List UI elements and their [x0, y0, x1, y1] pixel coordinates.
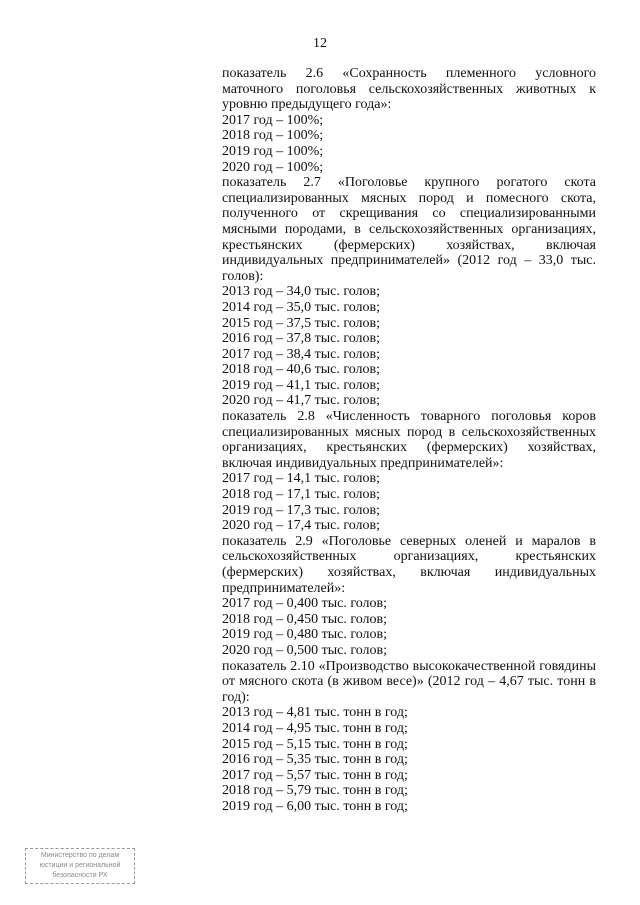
- stamp-line: юстиции и региональной: [39, 862, 121, 869]
- indicator-section: [222, 409, 596, 534]
- indicator-section: [222, 66, 596, 175]
- year-value-line: 2017 год – 5,57 тыс. тонн в год;: [222, 767, 408, 783]
- indicator-text: показатель 2.8 «Численность товарного поголовья коров специализированных мясных пород в сельскохозяйственных организациях, крестьянских (фермерских) хозяйствах, включая индивидуальных предпринимателей»:: [222, 409, 596, 471]
- year-value-line: 2019 год – 41,1 тыс. голов;: [222, 377, 381, 393]
- year-value-line: 2018 год – 5,79 тыс. тонн в год;: [222, 783, 408, 799]
- year-value-line: 2019 год – 17,3 тыс. голов;: [222, 502, 381, 518]
- year-value-line: 2019 год – 6,00 тыс. тонн в год;: [222, 798, 408, 814]
- year-value-line: 2014 год – 4,95 тыс. тонн в год;: [222, 720, 408, 736]
- year-value-line: 2014 год – 35,0 тыс. голов;: [222, 299, 381, 315]
- year-value-line: 2013 год – 4,81 тыс. тонн в год;: [222, 705, 408, 721]
- year-value-line: 2015 год – 5,15 тыс. тонн в год;: [222, 736, 408, 752]
- year-value-line: 2020 год – 0,500 тыс. голов;: [222, 642, 388, 658]
- year-value-line: 2017 год – 0,400 тыс. голов;: [222, 596, 388, 612]
- year-value-line: 2018 год – 40,6 тыс. голов;: [222, 362, 381, 378]
- indicator-section: [222, 534, 596, 659]
- stamp-line: Министерство по делам: [40, 852, 120, 859]
- year-value-line: 2017 год – 38,4 тыс. голов;: [222, 346, 381, 362]
- year-value-line: 2016 год – 5,35 тыс. тонн в год;: [222, 752, 408, 768]
- registration-stamp: [25, 848, 135, 884]
- indicator-section: [222, 659, 596, 815]
- indicator-text: показатель 2.10 «Производство высококачественной говядины от мясного скота (в живом весе)» (2012 год – 4,67 тыс. тонн в год):: [222, 658, 596, 705]
- indicator-text: показатель 2.6 «Сохранность племенного условного маточного поголовья сельскохозяйственных животных к уровню предыдущего года»:: [222, 66, 596, 113]
- indicator-text: показатель 2.7 «Поголовье крупного рогатого скота специализированных мясных пород и помесного скота, полученного от скрещивания со специализированными мясными породами, в сельскохозяйственных организациях, крестьянских (фермерских) хозяйствах, включая индивидуальных предпринимателей» (2012 год – 33,0 тыс. голов):: [222, 175, 596, 284]
- year-value-line: 2020 год – 41,7 тыс. голов;: [222, 393, 381, 409]
- year-value-line: 2015 год – 37,5 тыс. голов;: [222, 315, 381, 331]
- indicator-text: показатель 2.9 «Поголовье северных оленей и маралов в сельскохозяйственных организациях, крестьянских (фермерских) хозяйствах, включая индивидуальных предпринимателей»:: [222, 533, 596, 596]
- year-value-line: 2020 год – 17,4 тыс. голов;: [222, 518, 381, 534]
- year-value-line: 2017 год – 14,1 тыс. голов;: [222, 471, 381, 487]
- year-value-line: 2013 год – 34,0 тыс. голов;: [222, 284, 381, 300]
- stamp-line: безопасности РХ: [52, 872, 108, 879]
- document-body: [222, 66, 596, 815]
- page-number: 12: [313, 36, 327, 51]
- year-value-line: 2017 год – 100%;: [222, 112, 324, 128]
- year-value-line: 2019 год – 0,480 тыс. голов;: [222, 627, 388, 643]
- year-value-line: 2019 год – 100%;: [222, 143, 324, 159]
- year-value-line: 2018 год – 0,450 тыс. голов;: [222, 611, 388, 627]
- year-value-line: 2020 год – 100%;: [222, 159, 324, 175]
- year-value-line: 2016 год – 37,8 тыс. голов;: [222, 331, 381, 347]
- year-value-line: 2018 год – 100%;: [222, 128, 324, 144]
- year-value-line: 2018 год – 17,1 тыс. голов;: [222, 487, 381, 503]
- indicator-section: [222, 175, 596, 409]
